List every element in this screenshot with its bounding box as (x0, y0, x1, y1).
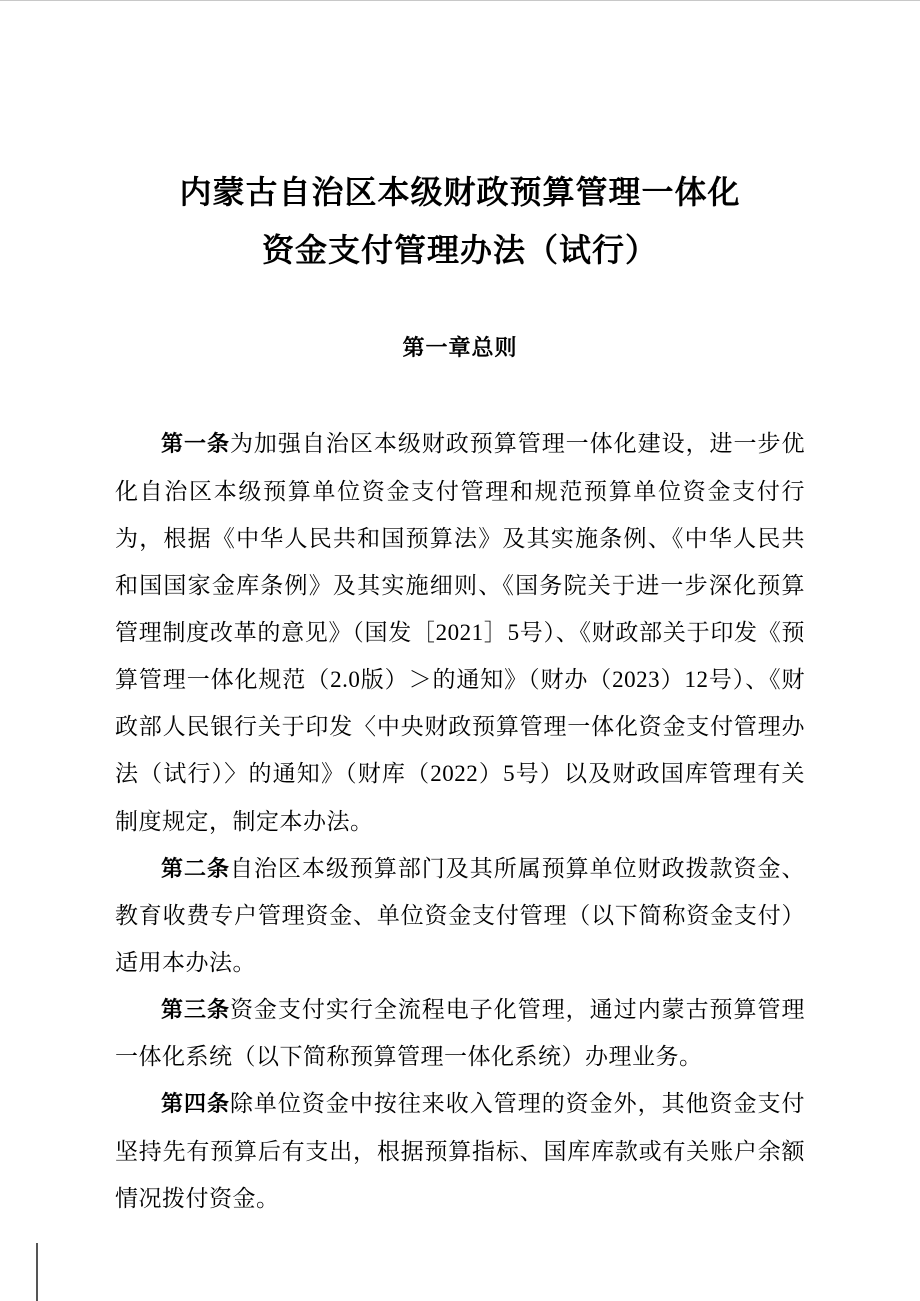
article-number: 第三条 (161, 998, 230, 1024)
article-number: 第四条 (161, 1092, 230, 1118)
article-text: 资金支付实行全流程电子化管理，通过内蒙古预算管理一体化系统（以下简称预算管理一体化系统）办理业务。 (115, 997, 805, 1070)
paragraph-article-2 (115, 845, 805, 986)
chapter-heading: 第一章总则 (402, 336, 518, 362)
document-title-line1: 内蒙古自治区本级财政预算管理一体化 (179, 173, 741, 211)
page-edge-mark (36, 1243, 38, 1301)
article-text: 自治区本级预算部门及其所属预算单位财政拨款资金、教育收费专户管理资金、单位资金支付管理（以下简称资金支付）适用本办法。 (115, 855, 805, 976)
paragraph-article-3 (115, 986, 805, 1080)
paragraph-article-4 (115, 1080, 805, 1221)
article-text: 除单位资金中按往来收入管理的资金外，其他资金支付坚持先有预算后有支出，根据预算指标、国库库款或有关账户余额情况拨付资金。 (115, 1091, 805, 1211)
article-text: 为加强自治区本级财政预算管理一体化建设，进一步优化自治区本级预算单位资金支付管理和规范预算单位资金支付行为，根据《中华人民共和国预算法》及其实施条例、《中华人民共和国国家金库条例》及其实施细则、《国务院关于进一步深化预算管理制度改革的意见》（国发［2021］5号）、《财政部关于印发《预算管理一体化规范（2.0版）＞的通知》（财办（2023）12号）、《财政部人民银行关于印发〈中央财政预算管理一体化资金支付管理办法（试行）〉的通知》（财库（2022）5号）以及财政国库管理有关制度规定，制定本办法。 (115, 431, 806, 834)
article-number: 第二条 (161, 856, 230, 882)
document-content (115, 0, 805, 1222)
document-body (115, 420, 805, 1221)
document-title-line2: 资金支付管理办法（试行） (261, 231, 658, 270)
document-title (115, 163, 805, 279)
paragraph-article-1 (115, 420, 805, 844)
article-number: 第一条 (161, 432, 230, 458)
